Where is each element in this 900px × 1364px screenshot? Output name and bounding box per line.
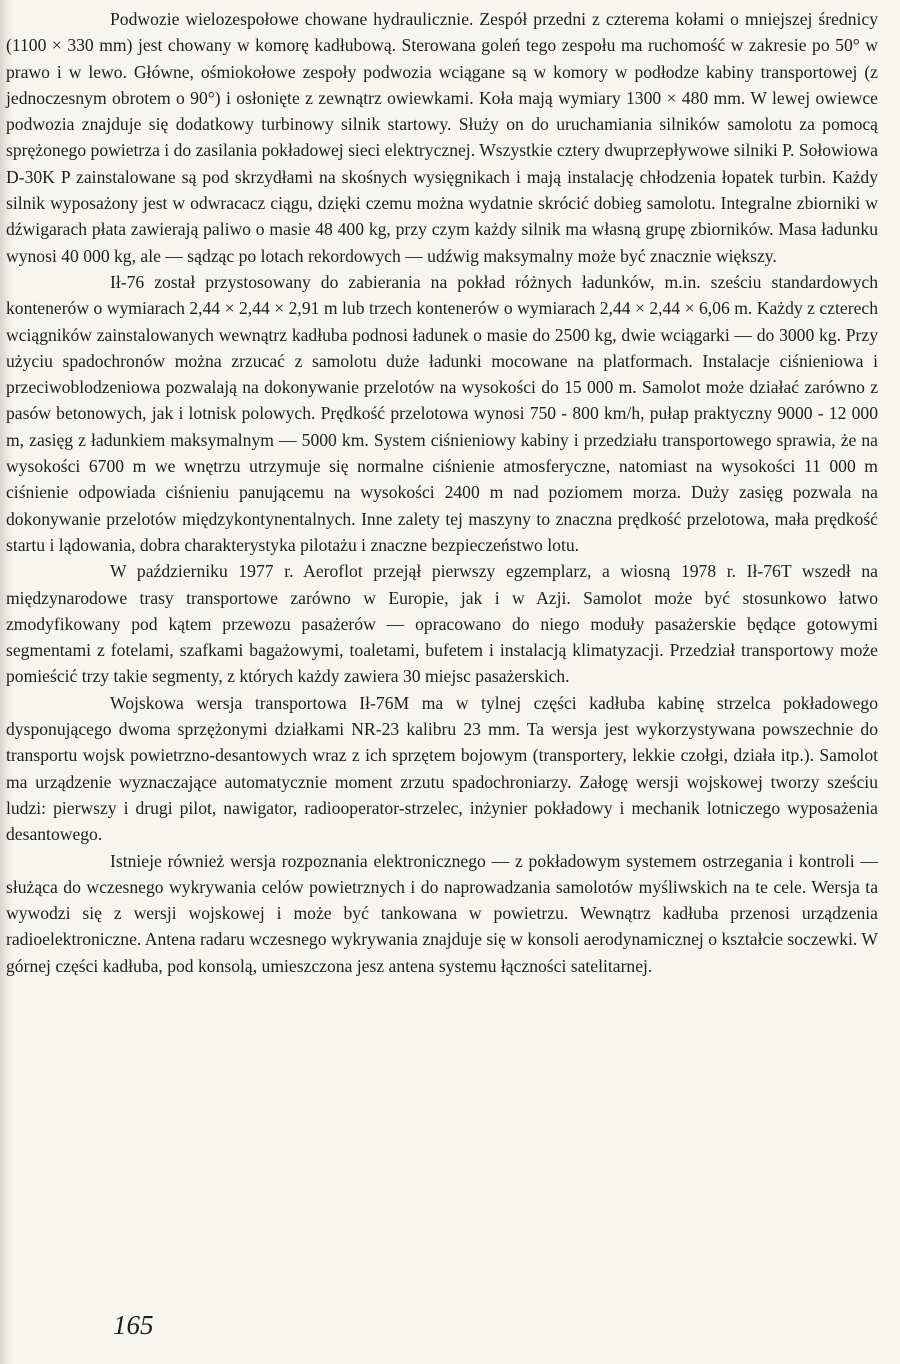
paragraph-aeroflot-service: W październiku 1977 r. Aeroflot przejął pierwszy egzemplarz, a wiosną 1978 r. Ił-76T wszedł na międzynarodowe trasy transportowe zarówno w Europie, jak i w Azji. Samolot może być stosunkowo łatwo zmodyfikowany pod kątem przewozu pasażerów — opracowano do niego moduły pasażerskie będące gotowymi segmentami z fotelami, szafkami bagażowymi, toaletami, bufetem i instalacją klimatyzacji. Przedział transportowy może pomieścić trzy takie segmenty, z których każdy zawiera 30 miejsc pasażerskich. xyxy=(6,561,878,687)
paragraph-awacs-version: Istnieje również wersja rozpoznania elektronicznego — z pokładowym systemem ostrzegania i kontroli — służąca do wczesnego wykrywania celów powietrznych i do naprowadzania samolotów myśliwskich na te cele. Wersja ta wywodzi się z wersji wojskowej i może być tankowana w powietrzu. Wewnątrz kadłuba przenosi urządzenia radioelektroniczne. Antena radaru wczesnego wykrywania znajduje się w konsoli aerodynamicznej o kształcie soczewki. W górnej części kadłuba, pod konsolą, umieszczona jesz antena systemu łączności satelitarnej. xyxy=(6,850,878,976)
paragraph-landing-gear: Podwozie wielozespołowe chowane hydraulicznie. Zespół przedni z czterema kołami o mniejszej średnicy (1100 × 330 mm) jest chowany w komorę kadłubową. Sterowana goleń tego zespołu ma ruchomość w zakresie po 50° w prawo i w lewo. Główne, ośmiokołowe zespoły podwozia wciągane są w komory w podłodze kabiny transportowej (z jednoczesnym obrotem o 90°) i osłonięte z zewnątrz owiewkami. Koła mają wymiary 1300 × 480 mm. W lewej owiewce podwozia znajduje się dodatkowy turbinowy silnik startowy. Służy on do uruchamiania silników samolotu za pomocą sprężonego powietrza i do zasilania pokładowej sieci elektrycznej. Wszystkie cztery dwuprzepływowe silniki P. Sołowiowa D-30K P zainstalowane są pod skrzydłami na skośnych wysięgnikach i mają instalację chłodzenia łopatek turbin. Każdy silnik wyposażony jest w odwracacz ciągu, dzięki czemu można wydatnie skrócić dobieg samolotu. Integralne zbiorniki w dźwigarach płata zawierają paliwo o masie 48 400 kg, przy czym każdy silnik ma własną grupę zbiorników. Masa ładunku wynosi 40 000 kg, ale — sądząc po lotach rekordowych — udźwig maksymalny może być znacznie większy. xyxy=(6,9,878,266)
body-text xyxy=(6,6,878,979)
paragraph-military-version: Wojskowa wersja transportowa Ił-76M ma w tylnej części kadłuba kabinę strzelca pokładowego dysponującego dwoma sprzężonymi działkami NR-23 kalibru 23 mm. Ta wersja jest wykorzystywana powszechnie do transportu wojsk powietrzno-desantowych wraz z ich sprzętem bojowym (transportery, lekkie czołgi, działa itp.). Samolot ma urządzenie wyznaczające automatycznie moment zrzutu spadochroniarzy. Załogę wersji wojskowej tworzy sześciu ludzi: pierwszy i drugi pilot, nawigator, radiooperator-strzelec, inżynier pokładowy i mechanik lotniczego wyposażenia desantowego. xyxy=(6,692,878,845)
paragraph-cargo-capabilities: Ił-76 został przystosowany do zabierania na pokład różnych ładunków, m.in. sześciu standardowych kontenerów o wymiarach 2,44 × 2,44 × 2,91 m lub trzech kontenerów o wymiarach 2,44 × 2,44 × 6,06 m. Każdy z czterech wciągników zainstalowanych wewnątrz kadłuba podnosi ładunek o masie do 2500 kg, dwie wciągarki — do 3000 kg. Przy użyciu spadochronów można zrzucać z samolotu duże ładunki mocowane na platformach. Instalacje ciśnieniowa i przeciwoblodzeniowa pozwalają na dokonywanie przelotów na wysokości do 15 000 m. Samolot może działać zarówno z pasów betonowych, jak i lotnisk polowych. Prędkość przelotowa wynosi 750 - 800 km/h, pułap praktyczny 9000 - 12 000 m, zasięg z ładunkiem maksymalnym — 5000 km. System ciśnieniowy kabiny i przedziału transportowego sprawia, że na wysokości 6700 m we wnętrzu utrzymuje się normalne ciśnienie atmosferyczne, natomiast na wysokości 11 000 m ciśnienie odpowiada ciśnieniu panującemu na wysokości 2400 m nad poziomem morza. Duży zasięg pozwala na dokonywanie przelotów międzykontynentalnych. Inne zalety tej maszyny to znaczna prędkość przelotowa, mała prędkość startu i lądowania, dobra charakterystyka pilotażu i znaczne bezpieczeństwo lotu. xyxy=(6,271,878,555)
page-number: 165 xyxy=(113,1310,154,1340)
